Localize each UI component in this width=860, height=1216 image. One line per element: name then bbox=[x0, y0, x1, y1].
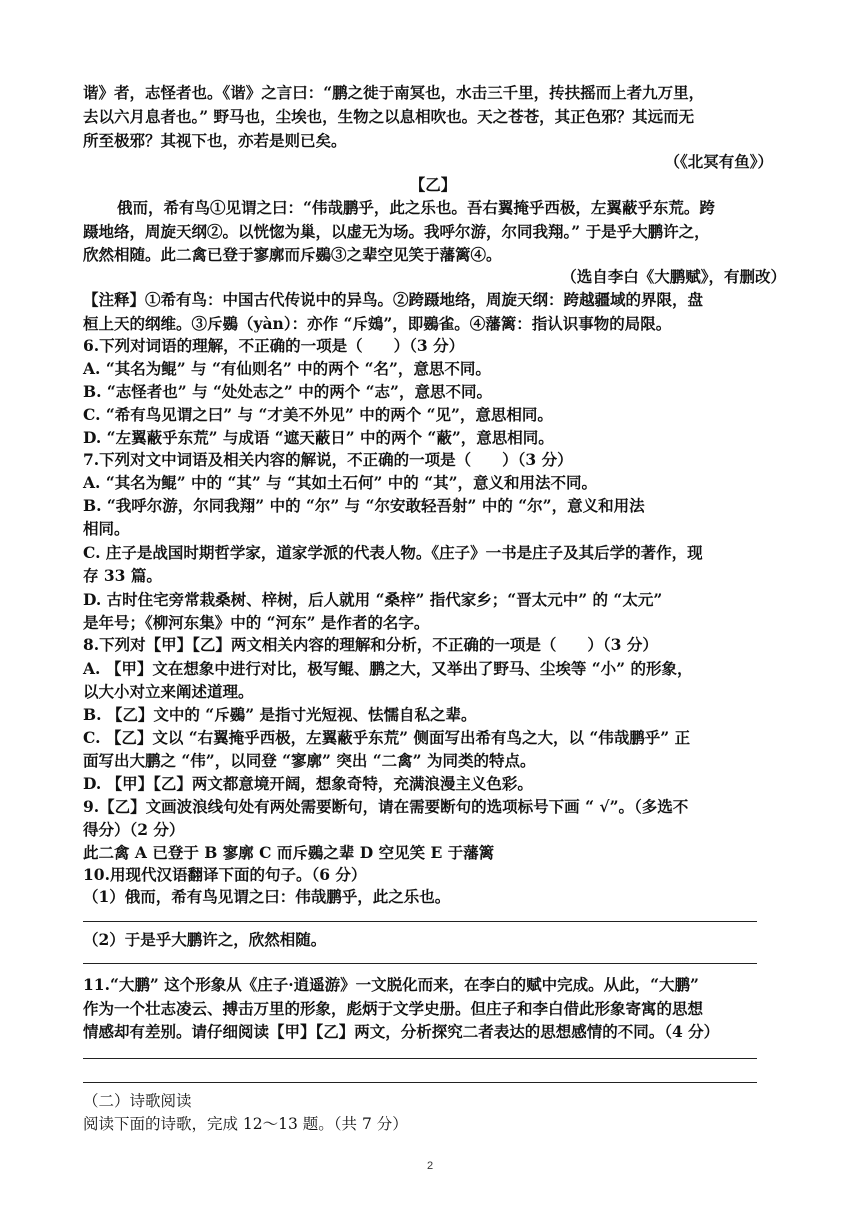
q8-stem: 8.下列对【甲】【乙】两文相关内容的理解和分析，不正确的一项是（ ）（3 分） bbox=[83, 635, 658, 654]
jia-line-1: 谐》者，志怪者也。《谐》之言曰：“鹏之徙于南冥也，水击三千里，抟扶摇而上者九万里， bbox=[83, 83, 705, 102]
q6-option-d: D. “左翼蔽乎东荒” 与成语 “遮天蔽日” 中的两个 “蔽”，意思相同。 bbox=[83, 428, 554, 447]
q8-option-a-line2: 以大小对立来阐述道理。 bbox=[83, 682, 254, 701]
yi-line-3: 欣然相随。此二禽已登于寥廓而斥鷃③之辈空见笑于藩篱④。 bbox=[83, 245, 502, 264]
jia-source: （《北冥有鱼》） bbox=[664, 152, 773, 171]
q7-option-d-line2: 是年号；《柳河东集》中的 “河东” 是作者的名字。 bbox=[83, 613, 430, 632]
q10-sentence-1: （1）俄而，希有鸟见谓之曰：伟哉鹏乎，此之乐也。 bbox=[83, 887, 451, 906]
q10-answer-line-2[interactable] bbox=[83, 963, 757, 964]
q7-option-c-line1: C. 庄子是战国时期哲学家，道家学派的代表人物。《庄子》一书是庄子及其后学的著作，现 bbox=[83, 543, 703, 562]
q6-stem: 6.下列对词语的理解，不正确的一项是（ ）（3 分） bbox=[83, 336, 465, 355]
q11-line-1: 11.“大鹏” 这个形象从《庄子·逍遥游》一文脱化而来，在李白的赋中完成。从此，“大鹏” bbox=[83, 975, 699, 994]
q9-stem-line1: 9.【乙】文画波浪线句处有两处需要断句，请在需要断句的选项标号下画 “ √”。（多选不 bbox=[83, 797, 689, 816]
notes-line-1: 【注释】①希有鸟：中国古代传说中的异鸟。②跨蹑地络，周旋天纲：跨越疆域的界限，盘 bbox=[83, 290, 704, 309]
q8-option-b: B. 【乙】文中的 “斥鷃” 是指寸光短视、怯懦自私之辈。 bbox=[83, 705, 477, 724]
q7-option-b-line2: 相同。 bbox=[83, 519, 130, 538]
q11-line-2: 作为一个壮志凌云、搏击万里的形象，彪炳于文学史册。但庄子和李白借此形象寄寓的思想 bbox=[83, 999, 704, 1018]
q10-stem: 10.用现代汉语翻译下面的句子。（6 分） bbox=[83, 865, 367, 884]
yi-heading: 【乙】 bbox=[409, 175, 457, 194]
q7-stem: 7.下列对文中词语及相关内容的解说，不正确的一项是（ ）（3 分） bbox=[83, 450, 573, 469]
yi-source: （选自李白《大鹏赋》，有删改） bbox=[561, 267, 786, 286]
q6-option-b: B. “志怪者也” 与 “处处志之” 中的两个 “志”，意思不同。 bbox=[83, 382, 492, 401]
yi-line-1: 俄而，希有鸟①见谓之曰：“伟哉鹏乎，此之乐也。吾右翼掩乎西极，左翼蔽乎东荒。跨 bbox=[117, 198, 715, 217]
q11-answer-line-1[interactable] bbox=[83, 1058, 757, 1059]
q8-option-a-line1: A. 【甲】文在想象中进行对比，极写鲲、鹏之大，又举出了野马、尘埃等 “小” 的形象， bbox=[83, 659, 693, 678]
q8-option-c-line1: C. 【乙】文以 “右翼掩乎西极，左翼蔽乎东荒” 侧面写出希有鸟之大，以 “伟哉鹏乎” 正 bbox=[83, 728, 691, 747]
jia-line-3: 所至极邪？其视下也，亦若是则已矣。 bbox=[83, 131, 347, 150]
q9-options: 此二禽 A 已登于 B 寥廓 C 而斥鷃之辈 D 空见笑 E 于藩篱 bbox=[83, 843, 495, 862]
q9-stem-line2: 得分）（2 分） bbox=[83, 820, 185, 839]
q7-option-b-line1: B. “我呼尔游，尔同我翔” 中的 “尔” 与 “尔安敢轻吾射” 中的 “尔”，意义和用法 bbox=[83, 496, 645, 515]
q7-option-d-line1: D. 古时住宅旁常栽桑树、梓树，后人就用 “桑梓” 指代家乡；“晋太元中” 的 “太元” bbox=[83, 590, 663, 609]
q11-line-3: 情感却有差别。请仔细阅读【甲】【乙】两文，分析探究二者表达的思想感情的不同。（4 分） bbox=[83, 1022, 720, 1041]
notes-line-2: 桓上天的纲维。③斥鷃（yàn）：亦作 “斥鴳”，即鷃雀。④藩篱：指认识事物的局限。 bbox=[83, 314, 672, 333]
section2-instruction: 阅读下面的诗歌，完成 12～13 题。（共 7 分） bbox=[83, 1115, 408, 1133]
yi-line-2: 蹑地络，周旋天纲②。以恍惚为巢，以虚无为场。我呼尔游，尔同我翔。” 于是乎大鹏许之， bbox=[83, 222, 710, 241]
q7-option-a: A. “其名为鲲” 中的 “其” 与 “其如土石何” 中的 “其”，意义和用法不同。 bbox=[83, 473, 598, 492]
q7-option-c-line2: 存 33 篇。 bbox=[83, 566, 162, 585]
q8-option-d: D. 【甲】【乙】两文都意境开阔，想象奇特，充满浪漫主义色彩。 bbox=[83, 774, 533, 793]
q11-answer-line-2[interactable] bbox=[83, 1082, 757, 1083]
section2-title: （二）诗歌阅读 bbox=[83, 1092, 192, 1110]
page-number: 2 bbox=[426, 1160, 434, 1172]
q10-answer-line-1[interactable] bbox=[83, 921, 757, 922]
q6-option-a: A. “其名为鲲” 与 “有仙则名” 中的两个 “名”，意思不同。 bbox=[83, 359, 491, 378]
q8-option-c-line2: 面写出大鹏之 “伟”，以同登 “寥廓” 突出 “二禽” 为同类的特点。 bbox=[83, 751, 536, 770]
jia-line-2: 去以六月息者也。” 野马也，尘埃也，生物之以息相吹也。天之苍苍，其正色邪？其远而无 bbox=[83, 107, 695, 126]
q6-option-c: C. “希有鸟见谓之曰” 与 “才美不外见” 中的两个 “见”，意思相同。 bbox=[83, 405, 553, 424]
q10-sentence-2: （2）于是乎大鹏许之，欣然相随。 bbox=[83, 930, 327, 949]
